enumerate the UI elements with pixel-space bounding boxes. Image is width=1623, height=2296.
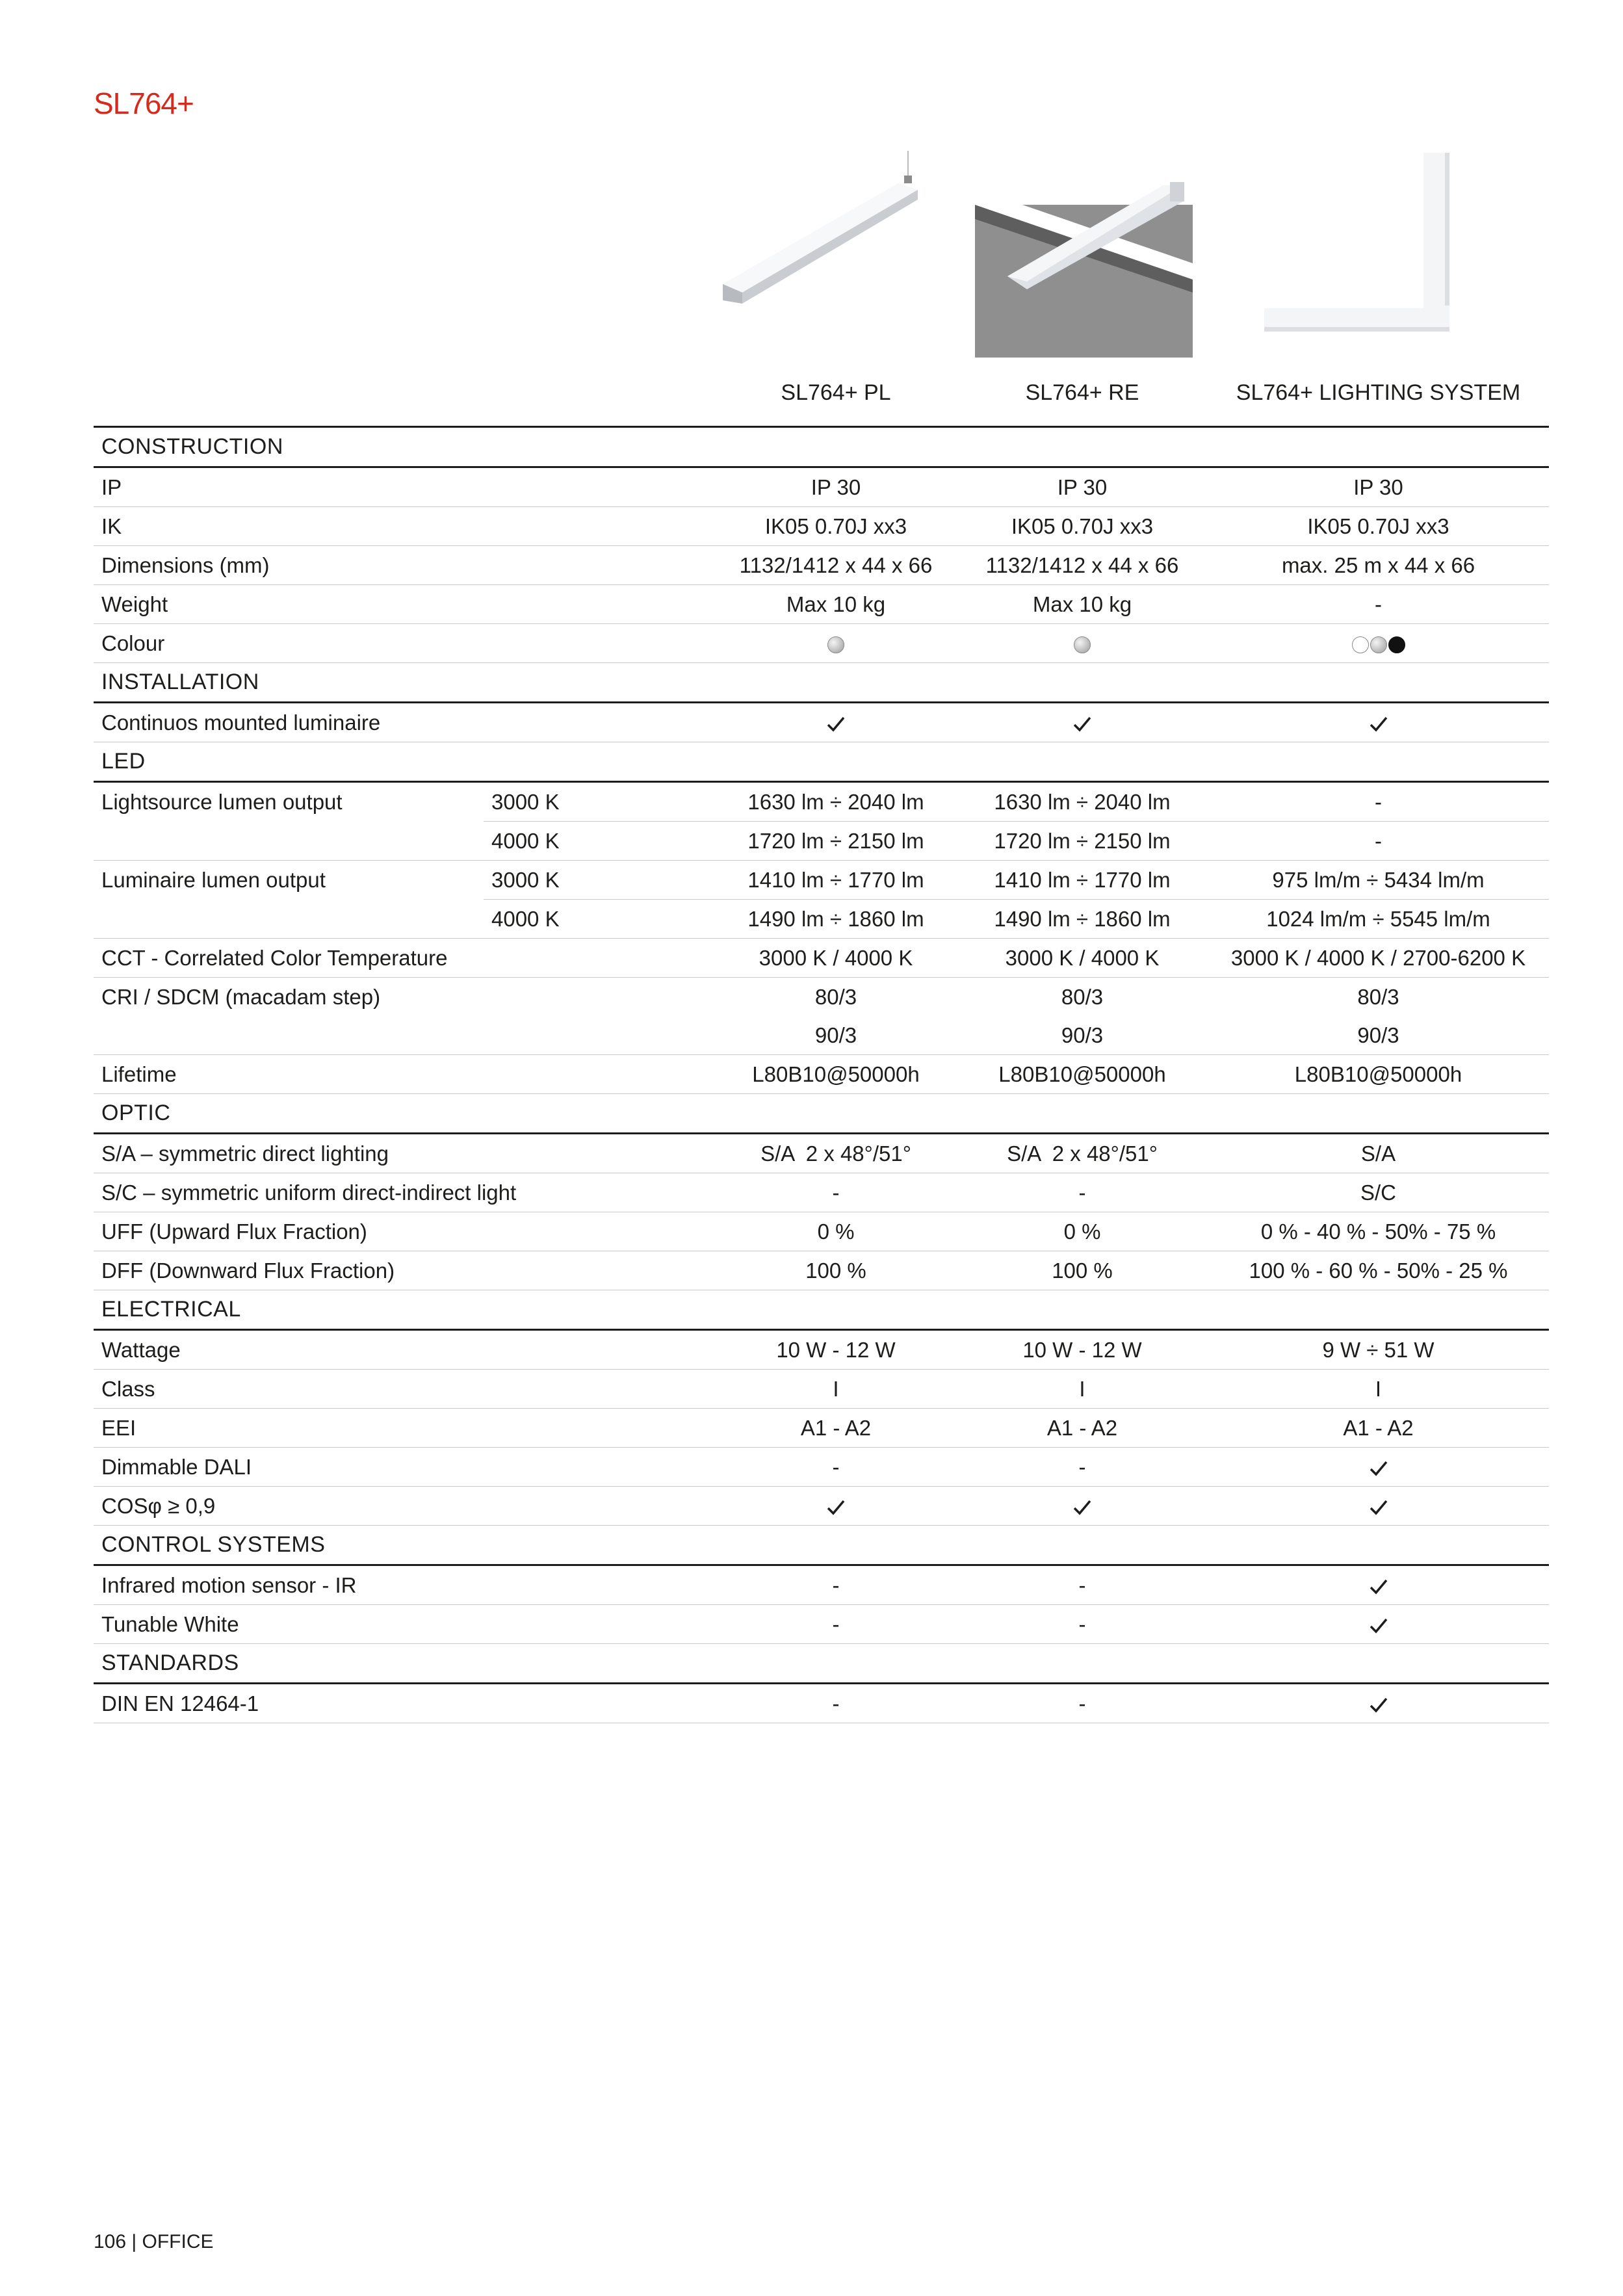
row-sublabel: 3000 K	[484, 861, 715, 900]
cell-re: -	[957, 1565, 1208, 1605]
section-label: LED	[94, 742, 1549, 782]
cell-re: I	[957, 1370, 1208, 1409]
cell-pl: IP 30	[715, 467, 957, 507]
row-sublabel: 4000 K	[484, 822, 715, 861]
row-sublabel: 4000 K	[484, 900, 715, 939]
table-row-dff	[94, 1251, 1549, 1290]
spec-table	[94, 426, 1549, 1723]
check-icon	[1369, 1578, 1388, 1595]
row-label: UFF (Upward Flux Fraction)	[94, 1212, 715, 1251]
table-row-din	[94, 1684, 1549, 1723]
row-label-empty	[94, 822, 484, 861]
cell-ls	[1208, 1684, 1549, 1723]
table-row-ip	[94, 467, 1549, 507]
cell-pl: 100 %	[715, 1251, 957, 1290]
table-row-lightsource-4000k	[94, 822, 1549, 861]
cell-pl: A1 - A2	[715, 1409, 957, 1448]
cell-pl: 90/3	[715, 1016, 957, 1055]
table-row-sc	[94, 1173, 1549, 1212]
cell-pl: IK05 0.70J xx3	[715, 507, 957, 546]
cell-re: A1 - A2	[957, 1409, 1208, 1448]
table-row-luminaire-4000k	[94, 900, 1549, 939]
row-label: COSφ ≥ 0,9	[94, 1487, 715, 1526]
row-label: EEI	[94, 1409, 715, 1448]
row-label: CRI / SDCM (macadam step)	[101, 984, 381, 1009]
silver-swatch-icon	[1074, 636, 1091, 653]
sl764-re-product-image	[975, 172, 1193, 358]
section-label: STANDARDS	[94, 1644, 1549, 1684]
page-title: SL764+	[94, 86, 194, 120]
row-label: DIN EN 12464-1	[94, 1684, 715, 1723]
page-footer: 106 | OFFICE	[94, 2231, 214, 2252]
cell-pl: 80/3	[814, 984, 857, 1009]
row-label: DFF (Downward Flux Fraction)	[94, 1251, 715, 1290]
cell-ls: 975 lm/m ÷ 5434 lm/m	[1208, 861, 1549, 900]
table-row-weight	[94, 585, 1549, 624]
cell-ls: 0 % - 40 % - 50% - 75 %	[1208, 1212, 1549, 1251]
cell-ls: -	[1208, 782, 1549, 822]
row-label: S/C – symmetric uniform direct-indirect light	[94, 1173, 715, 1212]
cell-pl: 1410 lm ÷ 1770 lm	[715, 861, 957, 900]
cell-pl: I	[715, 1370, 957, 1409]
section-label: CONSTRUCTION	[94, 427, 1549, 467]
cell-re: 1720 lm ÷ 2150 lm	[957, 822, 1208, 861]
table-row-ik	[94, 507, 1549, 546]
sl764-lighting-system-product-image	[1264, 153, 1459, 338]
row-sublabel: 3000 K	[484, 782, 715, 822]
row-label: Weight	[94, 585, 715, 624]
cell-re: IK05 0.70J xx3	[957, 507, 1208, 546]
cell-re	[957, 624, 1208, 663]
sl764-pl-product-image	[723, 151, 931, 333]
table-row-sa	[94, 1134, 1549, 1173]
column-header-re: SL764+ RE	[1025, 380, 1139, 405]
cell-ls: S/A	[1208, 1134, 1549, 1173]
cell-re: S/A 2 x 48°/51°	[957, 1134, 1208, 1173]
table-row-lifetime	[94, 1055, 1549, 1094]
column-header-pl: SL764+ PL	[781, 380, 891, 405]
cell-re: Max 10 kg	[957, 585, 1208, 624]
check-icon	[1369, 1617, 1388, 1634]
row-label: CCT - Correlated Color Temperature	[94, 939, 715, 978]
row-label: IK	[94, 507, 715, 546]
cell-re: 10 W - 12 W	[957, 1330, 1208, 1370]
cell-ls	[1208, 1448, 1549, 1487]
table-row-dimensions	[94, 546, 1549, 585]
cell-ls	[1208, 1605, 1549, 1644]
table-row-lightsource-3000k	[94, 782, 1549, 822]
row-label-empty	[94, 1016, 715, 1055]
check-icon	[1369, 1460, 1388, 1477]
row-label: Class	[94, 1370, 715, 1409]
cell-ls	[1208, 624, 1549, 663]
cell-pl: -	[715, 1448, 957, 1487]
cell-ls: IP 30	[1208, 467, 1549, 507]
cell-re: IP 30	[957, 467, 1208, 507]
row-label: Lifetime	[94, 1055, 715, 1094]
check-icon	[1369, 1697, 1388, 1714]
row-label: S/A – symmetric direct lighting	[94, 1134, 715, 1173]
cell-ls	[1208, 1565, 1549, 1605]
cell-ls: -	[1208, 585, 1549, 624]
row-label: IP	[94, 467, 715, 507]
row-label: Dimmable DALI	[94, 1448, 715, 1487]
section-installation	[94, 663, 1549, 703]
cell-re: 80/3	[1061, 984, 1104, 1009]
row-label: Lightsource lumen output	[101, 789, 343, 814]
check-icon	[826, 716, 846, 733]
section-electrical	[94, 1290, 1549, 1330]
cell-pl: 1490 lm ÷ 1860 lm	[715, 900, 957, 939]
cell-pl: 1630 lm ÷ 2040 lm	[715, 782, 957, 822]
table-row-eei	[94, 1409, 1549, 1448]
cell-ls	[1208, 703, 1549, 742]
section-optic	[94, 1094, 1549, 1134]
cell-pl: 3000 K / 4000 K	[715, 939, 957, 978]
cell-ls: I	[1208, 1370, 1549, 1409]
cell-pl: S/A 2 x 48°/51°	[715, 1134, 957, 1173]
silver-swatch-icon	[1370, 636, 1387, 653]
cell-re: 90/3	[957, 1016, 1208, 1055]
cell-re: 1630 lm ÷ 2040 lm	[957, 782, 1208, 822]
table-row-cct	[94, 939, 1549, 978]
check-icon	[1072, 716, 1092, 733]
cell-ls: A1 - A2	[1208, 1409, 1549, 1448]
cell-pl: -	[715, 1565, 957, 1605]
table-row-colour	[94, 624, 1549, 663]
cell-pl: -	[715, 1684, 957, 1723]
cell-ls: 100 % - 60 % - 50% - 25 %	[1208, 1251, 1549, 1290]
cell-pl: L80B10@50000h	[715, 1055, 957, 1094]
cell-ls: 9 W ÷ 51 W	[1208, 1330, 1549, 1370]
check-icon	[1072, 1499, 1092, 1516]
table-row-dali	[94, 1448, 1549, 1487]
table-row-ir	[94, 1565, 1549, 1605]
cell-ls: 3000 K / 4000 K / 2700-6200 K	[1208, 939, 1549, 978]
section-standards	[94, 1644, 1549, 1684]
cell-ls: S/C	[1208, 1173, 1549, 1212]
row-label: Wattage	[94, 1330, 715, 1370]
cell-ls: L80B10@50000h	[1208, 1055, 1549, 1094]
cell-pl: 10 W - 12 W	[715, 1330, 957, 1370]
black-swatch-icon	[1388, 636, 1405, 653]
check-icon	[1369, 1499, 1388, 1516]
section-led	[94, 742, 1549, 782]
check-icon	[1369, 716, 1388, 733]
table-row-luminaire-3000k	[94, 861, 1549, 900]
cell-ls	[1208, 1487, 1549, 1526]
row-label-empty	[94, 900, 484, 939]
section-label: INSTALLATION	[94, 663, 1549, 703]
cell-pl: 1132/1412 x 44 x 66	[715, 546, 957, 585]
cell-re: 1410 lm ÷ 1770 lm	[957, 861, 1208, 900]
table-row-cri-90	[94, 1016, 1549, 1055]
cell-re: L80B10@50000h	[957, 1055, 1208, 1094]
silver-swatch-icon	[827, 636, 844, 653]
check-icon	[826, 1499, 846, 1516]
section-label: ELECTRICAL	[94, 1290, 1549, 1330]
table-row-wattage	[94, 1330, 1549, 1370]
cell-pl	[715, 1487, 957, 1526]
row-label: Continuos mounted luminaire	[94, 703, 715, 742]
cell-re	[957, 1487, 1208, 1526]
row-label: Colour	[94, 624, 715, 663]
cell-ls: -	[1208, 822, 1549, 861]
section-label: CONTROL SYSTEMS	[94, 1526, 1549, 1565]
column-header-lighting-system: SL764+ LIGHTING SYSTEM	[1236, 380, 1521, 405]
section-label: OPTIC	[94, 1094, 1549, 1134]
cell-ls: 80/3	[1357, 984, 1399, 1009]
table-row-continuous	[94, 703, 1549, 742]
cell-pl	[715, 703, 957, 742]
cell-re: -	[957, 1684, 1208, 1723]
cell-pl: -	[715, 1173, 957, 1212]
cell-ls: 90/3	[1208, 1016, 1549, 1055]
table-row-class	[94, 1370, 1549, 1409]
cell-pl: 1720 lm ÷ 2150 lm	[715, 822, 957, 861]
cell-ls: 1024 lm/m ÷ 5545 lm/m	[1208, 900, 1549, 939]
table-row-tunable	[94, 1605, 1549, 1644]
row-label: Tunable White	[94, 1605, 715, 1644]
cell-ls: IK05 0.70J xx3	[1208, 507, 1549, 546]
cell-re: 3000 K / 4000 K	[957, 939, 1208, 978]
row-label: Infrared motion sensor - IR	[94, 1565, 715, 1605]
row-label: Dimensions (mm)	[94, 546, 715, 585]
cell-ls: max. 25 m x 44 x 66	[1208, 546, 1549, 585]
cell-pl: Max 10 kg	[715, 585, 957, 624]
cell-re: 0 %	[957, 1212, 1208, 1251]
cell-re	[957, 703, 1208, 742]
section-construction	[94, 427, 1549, 467]
cell-re: -	[957, 1605, 1208, 1644]
cell-pl	[715, 624, 957, 663]
cell-re: -	[957, 1173, 1208, 1212]
row-label: Luminaire lumen output	[101, 867, 326, 892]
cell-pl: -	[715, 1605, 957, 1644]
table-row-uff	[94, 1212, 1549, 1251]
cell-re: 1132/1412 x 44 x 66	[957, 546, 1208, 585]
cell-re: -	[957, 1448, 1208, 1487]
table-row-cos	[94, 1487, 1549, 1526]
white-swatch-icon	[1352, 636, 1369, 653]
cell-re: 1490 lm ÷ 1860 lm	[957, 900, 1208, 939]
cell-re: 100 %	[957, 1251, 1208, 1290]
section-control-systems	[94, 1526, 1549, 1565]
cell-pl: 0 %	[715, 1212, 957, 1251]
table-row-cri-80	[94, 978, 1549, 1017]
